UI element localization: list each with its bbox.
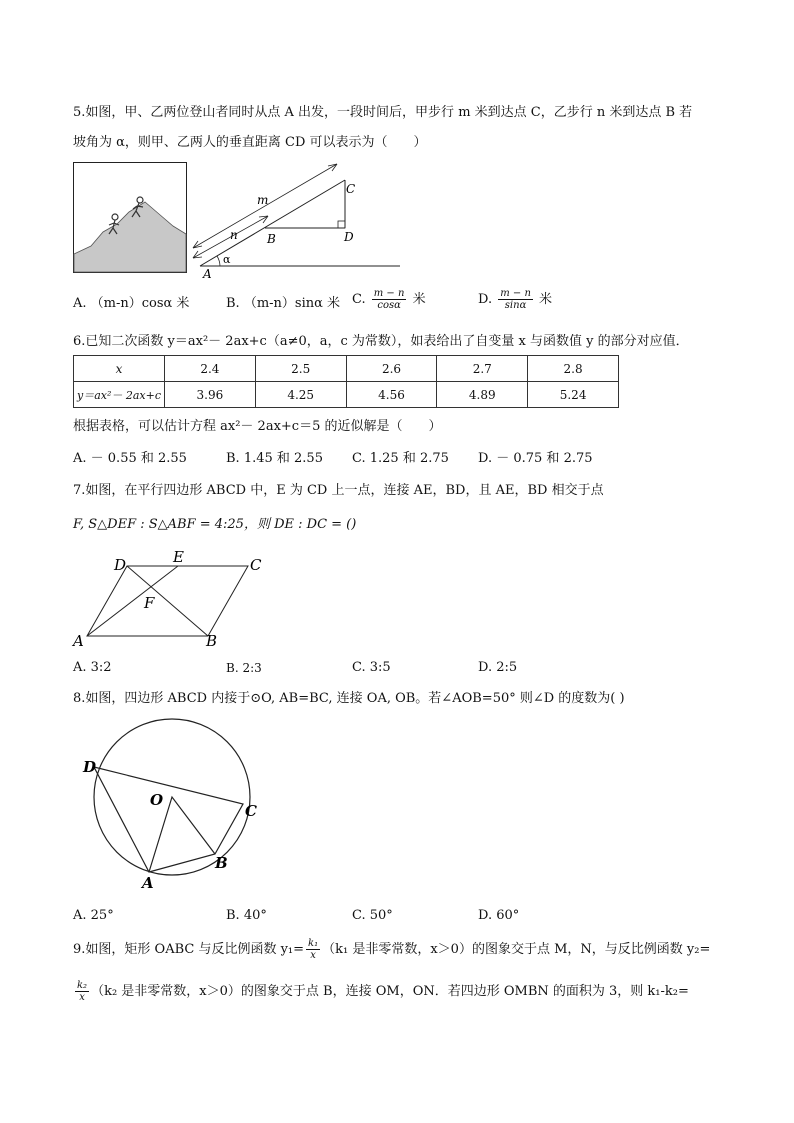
- table-cell: 4.89: [437, 382, 528, 408]
- table-cell: 4.56: [346, 382, 437, 408]
- q5-stem-line2: 坡角为 α，则甲、乙两人的垂直距离 CD 可以表示为（ ）: [73, 135, 427, 150]
- q6-option-a[interactable]: A. － 0.55 和 2.55: [73, 451, 187, 466]
- q7-stem-line1: 7.如图，在平行四边形 ABCD 中，E 为 CD 上一点，连接 AE，BD，且 AE，BD 相交于点: [73, 483, 604, 498]
- label-alpha: α: [223, 253, 231, 266]
- q8-option-c[interactable]: C. 50°: [352, 908, 393, 923]
- q9-fraction-k1: $\frac{\text{k₁}}{x}$: [308, 938, 319, 961]
- label-o: O: [150, 791, 164, 809]
- q5-option-a[interactable]: A. （m-n）cosα 米: [73, 296, 190, 311]
- q7-parallelogram-diagram: [70, 550, 270, 650]
- table-cell: 4.25: [255, 382, 346, 408]
- table-cell: 3.96: [165, 382, 256, 408]
- q8-option-a[interactable]: A. 25°: [73, 908, 114, 923]
- label-c: C: [250, 556, 262, 574]
- q5-option-d[interactable]: D. $\frac{m - n}{\sin\alpha}$ 米: [478, 288, 553, 311]
- label-a: A: [203, 267, 212, 280]
- q5-slope-diagram: [190, 162, 405, 280]
- table-cell: 5.24: [528, 382, 619, 408]
- label-d: D: [83, 758, 97, 776]
- q8-circle-diagram: [80, 718, 270, 890]
- q8-option-b[interactable]: B. 40°: [226, 908, 267, 923]
- label-d: D: [344, 230, 354, 244]
- q5-option-c[interactable]: C. $\frac{m - n}{\cos\alpha}$ 米: [352, 288, 426, 311]
- q6-option-b[interactable]: B. 1.45 和 2.55: [226, 451, 323, 466]
- q6-option-c[interactable]: C. 1.25 和 2.75: [352, 451, 449, 466]
- label-c: C: [346, 182, 356, 196]
- q5-mountain-picture: [73, 162, 188, 274]
- label-b: B: [215, 854, 228, 872]
- table-row: [74, 382, 619, 408]
- q9-fraction-k2: $\frac{\text{k₂}}{x}$: [77, 980, 88, 1003]
- q8-option-d[interactable]: D. 60°: [478, 908, 520, 923]
- table-cell: 2.5: [255, 356, 346, 382]
- q7-option-d[interactable]: D. 2:5: [478, 660, 518, 675]
- q9-stem-line2: $\frac{\text{k₂}}{x}$ （k₂ 是非零常数，x＞0）的图象交于点 B，连接 OM，ON．若四边形 OMBN 的面积为 3，则 k₁-k₂=: [77, 980, 689, 1003]
- q6-value-table: [73, 355, 619, 408]
- q7-stem-line2: F, S△DEF : S△ABF = 4:25，则 DE : DC = (): [73, 517, 357, 532]
- label-b: B: [206, 632, 218, 650]
- table-cell: 2.7: [437, 356, 528, 382]
- q7-option-a[interactable]: A. 3:2: [73, 660, 112, 675]
- q6-stem-line2: 根据表格，可以估计方程 ax²－ 2ax+c＝5 的近似解是（ ）: [73, 419, 442, 434]
- q9-stem-line1: 9.如图，矩形 OABC 与反比例函数 y₁= $\frac{\text{k₁}}{x}$ （k₁ 是非零常数，x＞0）的图象交于点 M，N，与反比例函数 y₂=: [73, 938, 711, 961]
- q7-option-b[interactable]: B. 2:3: [226, 661, 262, 675]
- q6-stem-line1: 6.已知二次函数 y＝ax²－ 2ax+c（a≠0，a，c 为常数），如表给出了自变量 x 与函数值 y 的部分对应值．: [73, 334, 689, 349]
- table-header-y: y＝ax²－ 2ax+c: [74, 382, 165, 408]
- table-cell: 2.8: [528, 356, 619, 382]
- label-m: m: [257, 193, 269, 207]
- q6-option-d[interactable]: D. － 0.75 和 2.75: [478, 451, 593, 466]
- label-e: E: [173, 550, 184, 566]
- label-c: C: [245, 802, 257, 820]
- label-n: n: [230, 228, 238, 242]
- q8-stem-line1: 8.如图，四边形 ABCD 内接于⊙O, AB=BC, 连接 OA, OB。若∠AOB=50° 则∠D 的度数为( ): [73, 691, 625, 706]
- q5-option-c-fraction: $\frac{m - n}{\cos\alpha}$: [373, 288, 405, 311]
- label-d: D: [114, 556, 127, 574]
- table-header-x: x: [74, 356, 165, 382]
- q5-stem-line1: 5.如图，甲、乙两位登山者同时从点 A 出发，一段时间后，甲步行 m 米到达点 C，乙步行 n 米到达点 B 若: [73, 105, 693, 120]
- q5-option-d-fraction: $\frac{m - n}{\sin\alpha}$: [500, 288, 531, 311]
- table-row: [74, 356, 619, 382]
- label-a: A: [73, 632, 84, 650]
- q7-option-c[interactable]: C. 3:5: [352, 660, 391, 675]
- q5-option-b[interactable]: B. （m-n）sinα 米: [226, 296, 341, 311]
- label-a: A: [142, 874, 154, 890]
- table-cell: 2.4: [165, 356, 256, 382]
- label-b: B: [267, 232, 276, 246]
- label-f: F: [144, 594, 155, 612]
- table-cell: 2.6: [346, 356, 437, 382]
